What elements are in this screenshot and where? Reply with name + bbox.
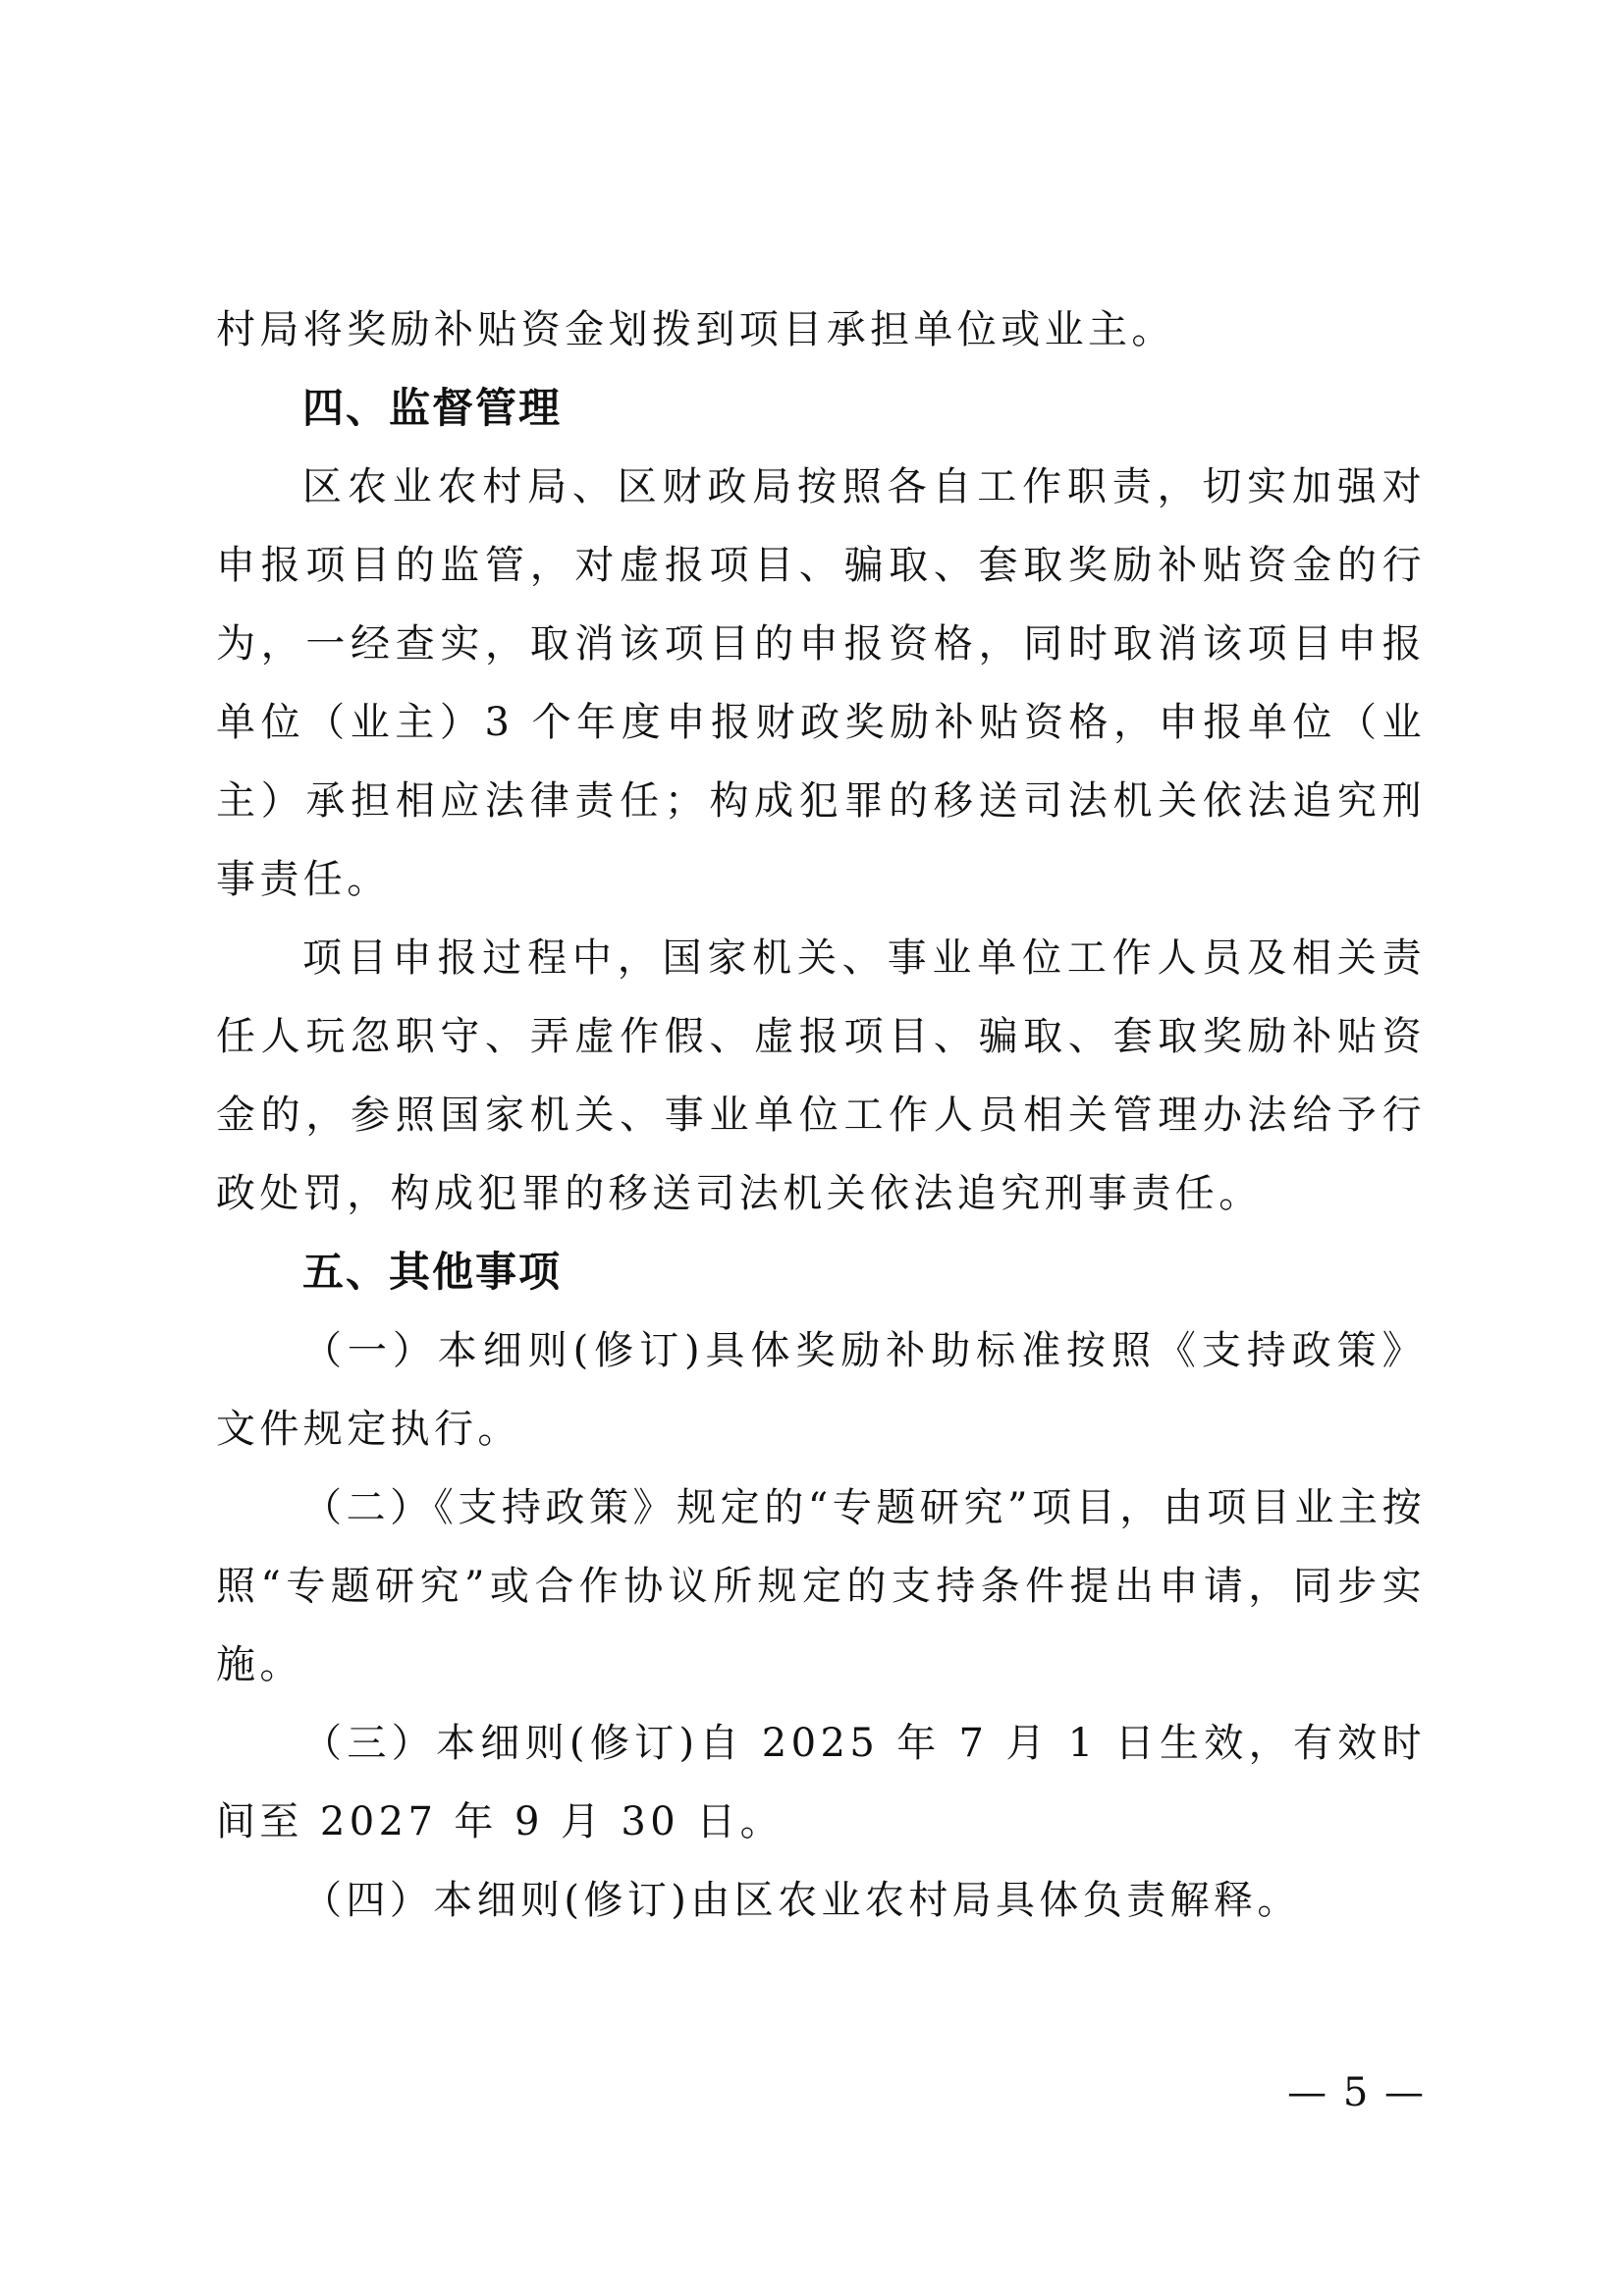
section-heading-supervision: 四、监督管理: [302, 384, 563, 432]
paragraph-supervision-1: 区农业农村局、区财政局按照各自工作职责，切实加强对申报项目的监管，对虚报项目、骗取、套取奖励补贴资金的行为，一经查实，取消该项目的申报资格，同时取消该项目申报单位（业主）3 个年度申报财政奖励补贴资格，申报单位（业主）承担相应法律责任；构成犯罪的移送司法机关依法追究刑事责任。: [216, 464, 1426, 902]
page-number: — 5 —: [1287, 2070, 1426, 2115]
document-body: [216, 291, 1426, 1940]
section-heading-other-matters: 五、其他事项: [302, 1248, 563, 1296]
paragraph-supervision-2: 项目申报过程中，国家机关、事业单位工作人员及相关责任人玩忽职守、弄虚作假、虚报项目、骗取、套取奖励补贴资金的，参照国家机关、事业单位工作人员相关管理办法给予行政处罚，构成犯罪的移送司法机关依法追究刑事责任。: [216, 935, 1426, 1216]
paragraph-other-1: （一）本细则(修订)具体奖励补助标准按照《支持政策》文件规定执行。: [216, 1328, 1426, 1452]
paragraph-other-3: （三）本细则(修订)自 2025 年 7 月 1 日生效，有效时间至 2027 年 9 月 30 日。: [216, 1721, 1426, 1844]
paragraph-other-4: （四）本细则(修订)由区农业农村局具体负责解释。: [302, 1878, 1301, 1923]
paragraph-continued: 村局将奖励补贴资金划拨到项目承担单位或业主。: [216, 307, 1175, 352]
paragraph-other-2: （二）《支持政策》规定的“专题研究”项目，由项目业主按照“专题研究”或合作协议所规定的支持条件提出申请，同步实施。: [216, 1485, 1426, 1687]
